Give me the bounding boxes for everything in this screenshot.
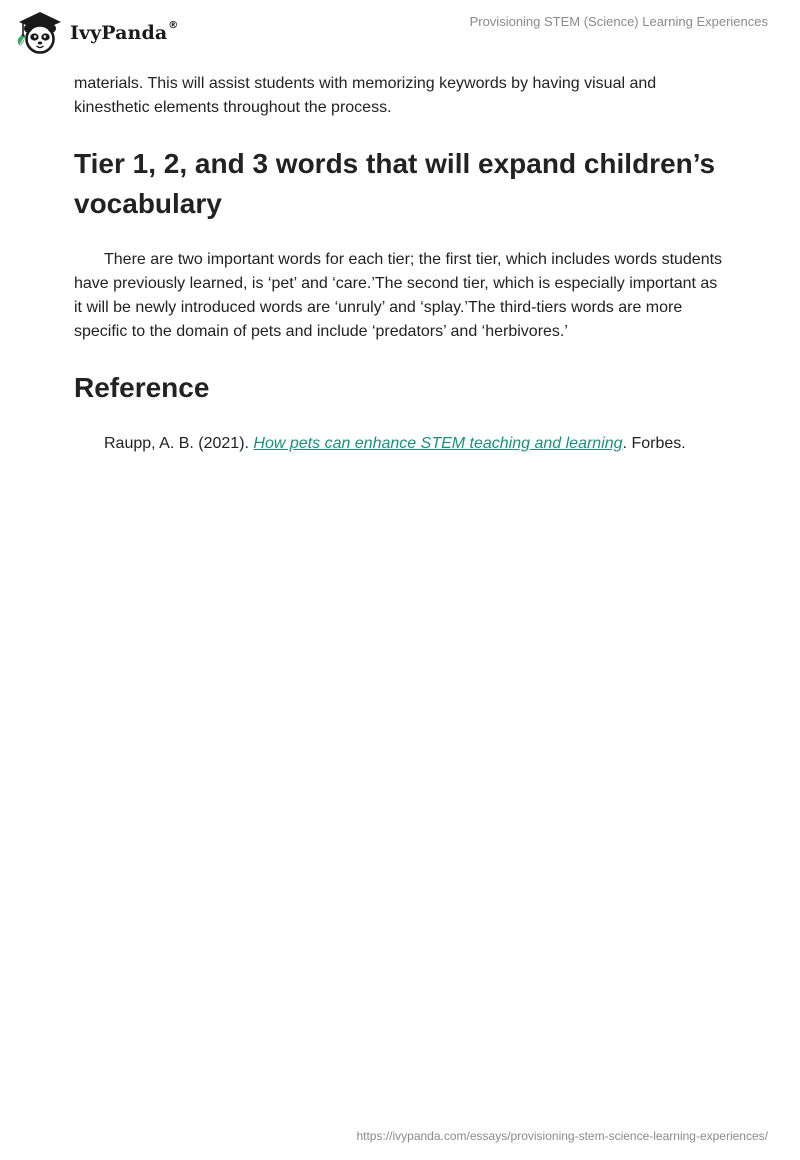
reference-title-link[interactable]: How pets can enhance STEM teaching and learning	[253, 435, 623, 452]
brand-name: IvyPanda®	[70, 20, 179, 44]
tiers-paragraph: There are two important words for each tier; the first tier, which includes words students have previously learned, is ‘pet’ and ‘care.’The second tier, which is especially important as it will be newly introduced words are ‘unruly’ and ‘splay.’The third-tiers words are more specific to the domain of pets and include ‘predators’ and ‘herbivores.’	[74, 251, 723, 340]
registered-mark: ®	[168, 20, 179, 31]
reference-entry	[74, 432, 726, 456]
section-heading-tiers: Tier 1, 2, and 3 words that will expand children’s vocabulary	[74, 148, 716, 219]
reference-publisher: . Forbes.	[622, 435, 686, 452]
continued-paragraph: materials. This will assist students with memorizing keywords by having visual and kinesthetic elements throughout the process.	[74, 75, 657, 116]
panda-graduate-icon	[16, 9, 64, 55]
ivypanda-logo[interactable]	[16, 8, 178, 56]
section-heading-reference: Reference	[74, 372, 210, 403]
footer-url[interactable]: https://ivypanda.com/essays/provisioning-stem-science-learning-experiences/	[356, 1129, 768, 1143]
essay-content	[74, 72, 726, 456]
page-header	[0, 0, 800, 64]
reference-authors-year: Raupp, A. B. (2021).	[104, 435, 254, 452]
running-title: Provisioning STEM (Science) Learning Experiences	[469, 14, 768, 29]
